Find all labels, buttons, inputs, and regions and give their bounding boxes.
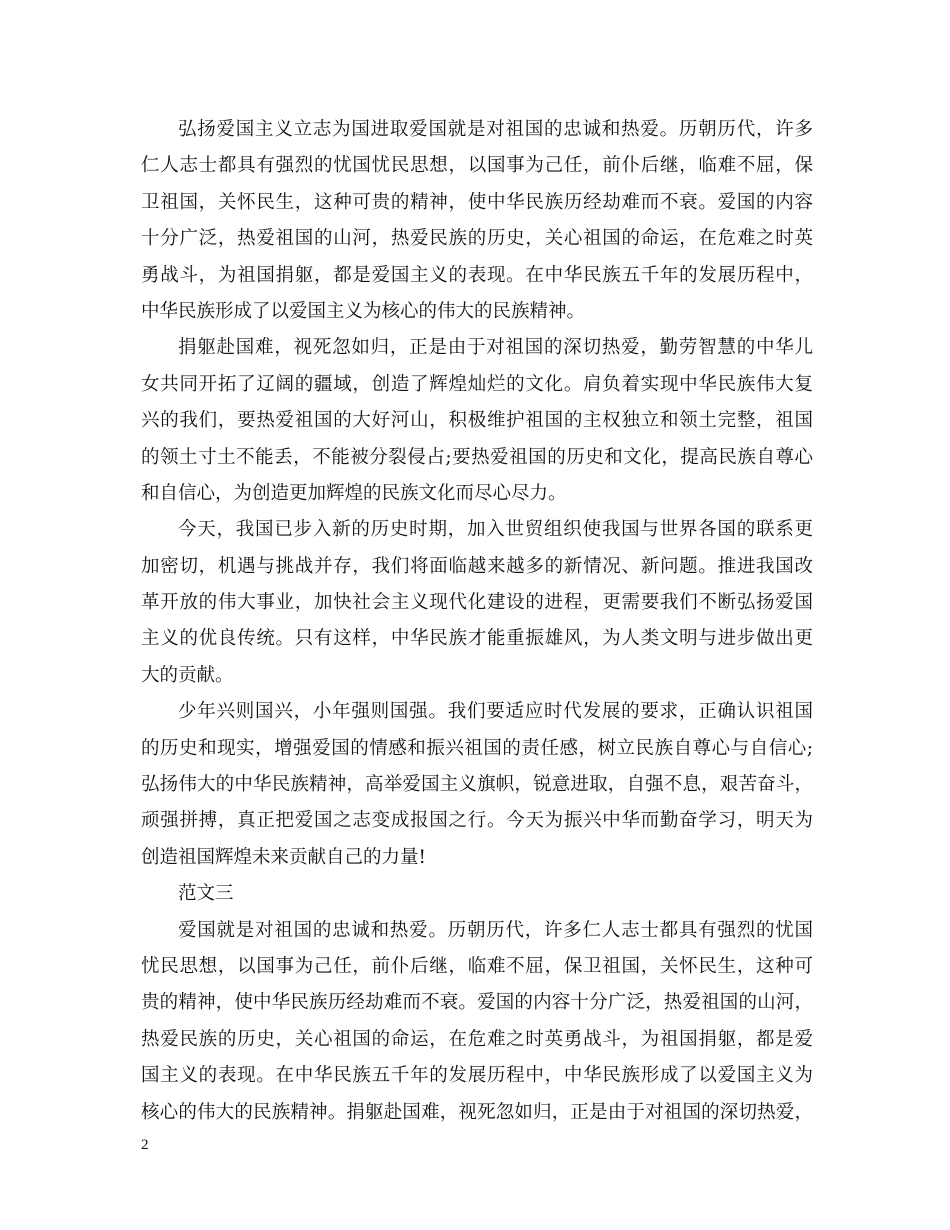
body-text: [141, 112, 813, 1131]
text-line: 范文三: [178, 883, 234, 905]
text-line: 贵的精神，使中华民族历经劫难而不衰。爱国的内容十分广泛，热爱祖国的山河，: [141, 992, 813, 1014]
text-line: 革开放的伟大事业，加快社会主义现代化建设的进程，更需要我们不断弘扬爱国: [141, 592, 813, 614]
text-line: 主义的优良传统。只有这样，中华民族才能重振雄风，为人类文明与进步做出更: [141, 628, 813, 650]
text-line: 弘扬伟大的中华民族精神，高举爱国主义旗帜，锐意进取，自强不息，艰苦奋斗，: [141, 774, 813, 796]
text-line: 女共同开拓了辽阔的疆域，创造了辉煌灿烂的文化。肩负着实现中华民族伟大复: [141, 373, 813, 395]
text-line: 少年兴则国兴，小年强则国强。我们要适应时代发展的要求，正确认识祖国: [178, 701, 813, 723]
text-line: 加密切，机遇与挑战并存，我们将面临越来越多的新情况、新问题。推进我国改: [141, 555, 813, 577]
text-line: 中华民族形成了以爱国主义为核心的伟大的民族精神。: [141, 300, 586, 322]
text-line: 的历史和现实，增强爱国的情感和振兴祖国的责任感，树立民族自尊心与自信心;: [141, 737, 813, 759]
text-line: 仁人志士都具有强烈的忧国忧民思想，以国事为己任，前仆后继，临难不屈，保: [141, 155, 813, 177]
text-line: 的领土寸土不能丢，不能被分裂侵占;要热爱祖国的历史和文化，提高民族自尊心: [141, 446, 813, 468]
text-line: 爱国就是对祖国的忠诚和热爱。历朝历代，许多仁人志士都具有强烈的忧国: [178, 919, 813, 941]
text-line: 核心的伟大的民族精神。捐躯赴国难，视死忽如归，正是由于对祖国的深切热爱，: [141, 1101, 813, 1123]
text-line: 十分广泛，热爱祖国的山河，热爱民族的历史，关心祖国的命运，在危难之时英: [141, 228, 813, 250]
text-line: 勇战斗，为祖国捐躯，都是爱国主义的表现。在中华民族五千年的发展历程中，: [141, 264, 813, 286]
text-line: 顽强拼搏，真正把爱国之志变成报国之行。今天为振兴中华而勤奋学习，明天为: [141, 810, 813, 832]
text-line: 国主义的表现。在中华民族五千年的发展历程中，中华民族形成了以爱国主义为: [141, 1065, 813, 1087]
text-line: 热爱民族的历史，关心祖国的命运，在危难之时英勇战斗，为祖国捐躯，都是爱: [141, 1028, 813, 1050]
text-line: 兴的我们，要热爱祖国的大好河山，积极维护祖国的主权独立和领土完整，祖国: [141, 410, 813, 432]
page-number: 2: [141, 1137, 149, 1153]
text-line: 和自信心，为创造更加辉煌的民族文化而尽心尽力。: [141, 482, 567, 504]
text-line: 弘扬爱国主义立志为国进取爱国就是对祖国的忠诚和热爱。历朝历代，许多: [178, 119, 813, 140]
text-line: 捐躯赴国难，视死忽如归，正是由于对祖国的深切热爱，勤劳智慧的中华儿: [178, 337, 813, 359]
text-line: 大的贡献。: [141, 664, 234, 686]
text-line: 今天，我国已步入新的历史时期，加入世贸组织使我国与世界各国的联系更: [178, 519, 813, 541]
text-line: 卫祖国，关怀民生，这种可贵的精神，使中华民族历经劫难而不衰。爱国的内容: [141, 191, 813, 213]
text-line: 创造祖国辉煌未来贡献自己的力量!: [141, 846, 426, 868]
text-line: 忧民思想，以国事为己任，前仆后继，临难不屈，保卫祖国，关怀民生，这种可: [141, 955, 813, 977]
